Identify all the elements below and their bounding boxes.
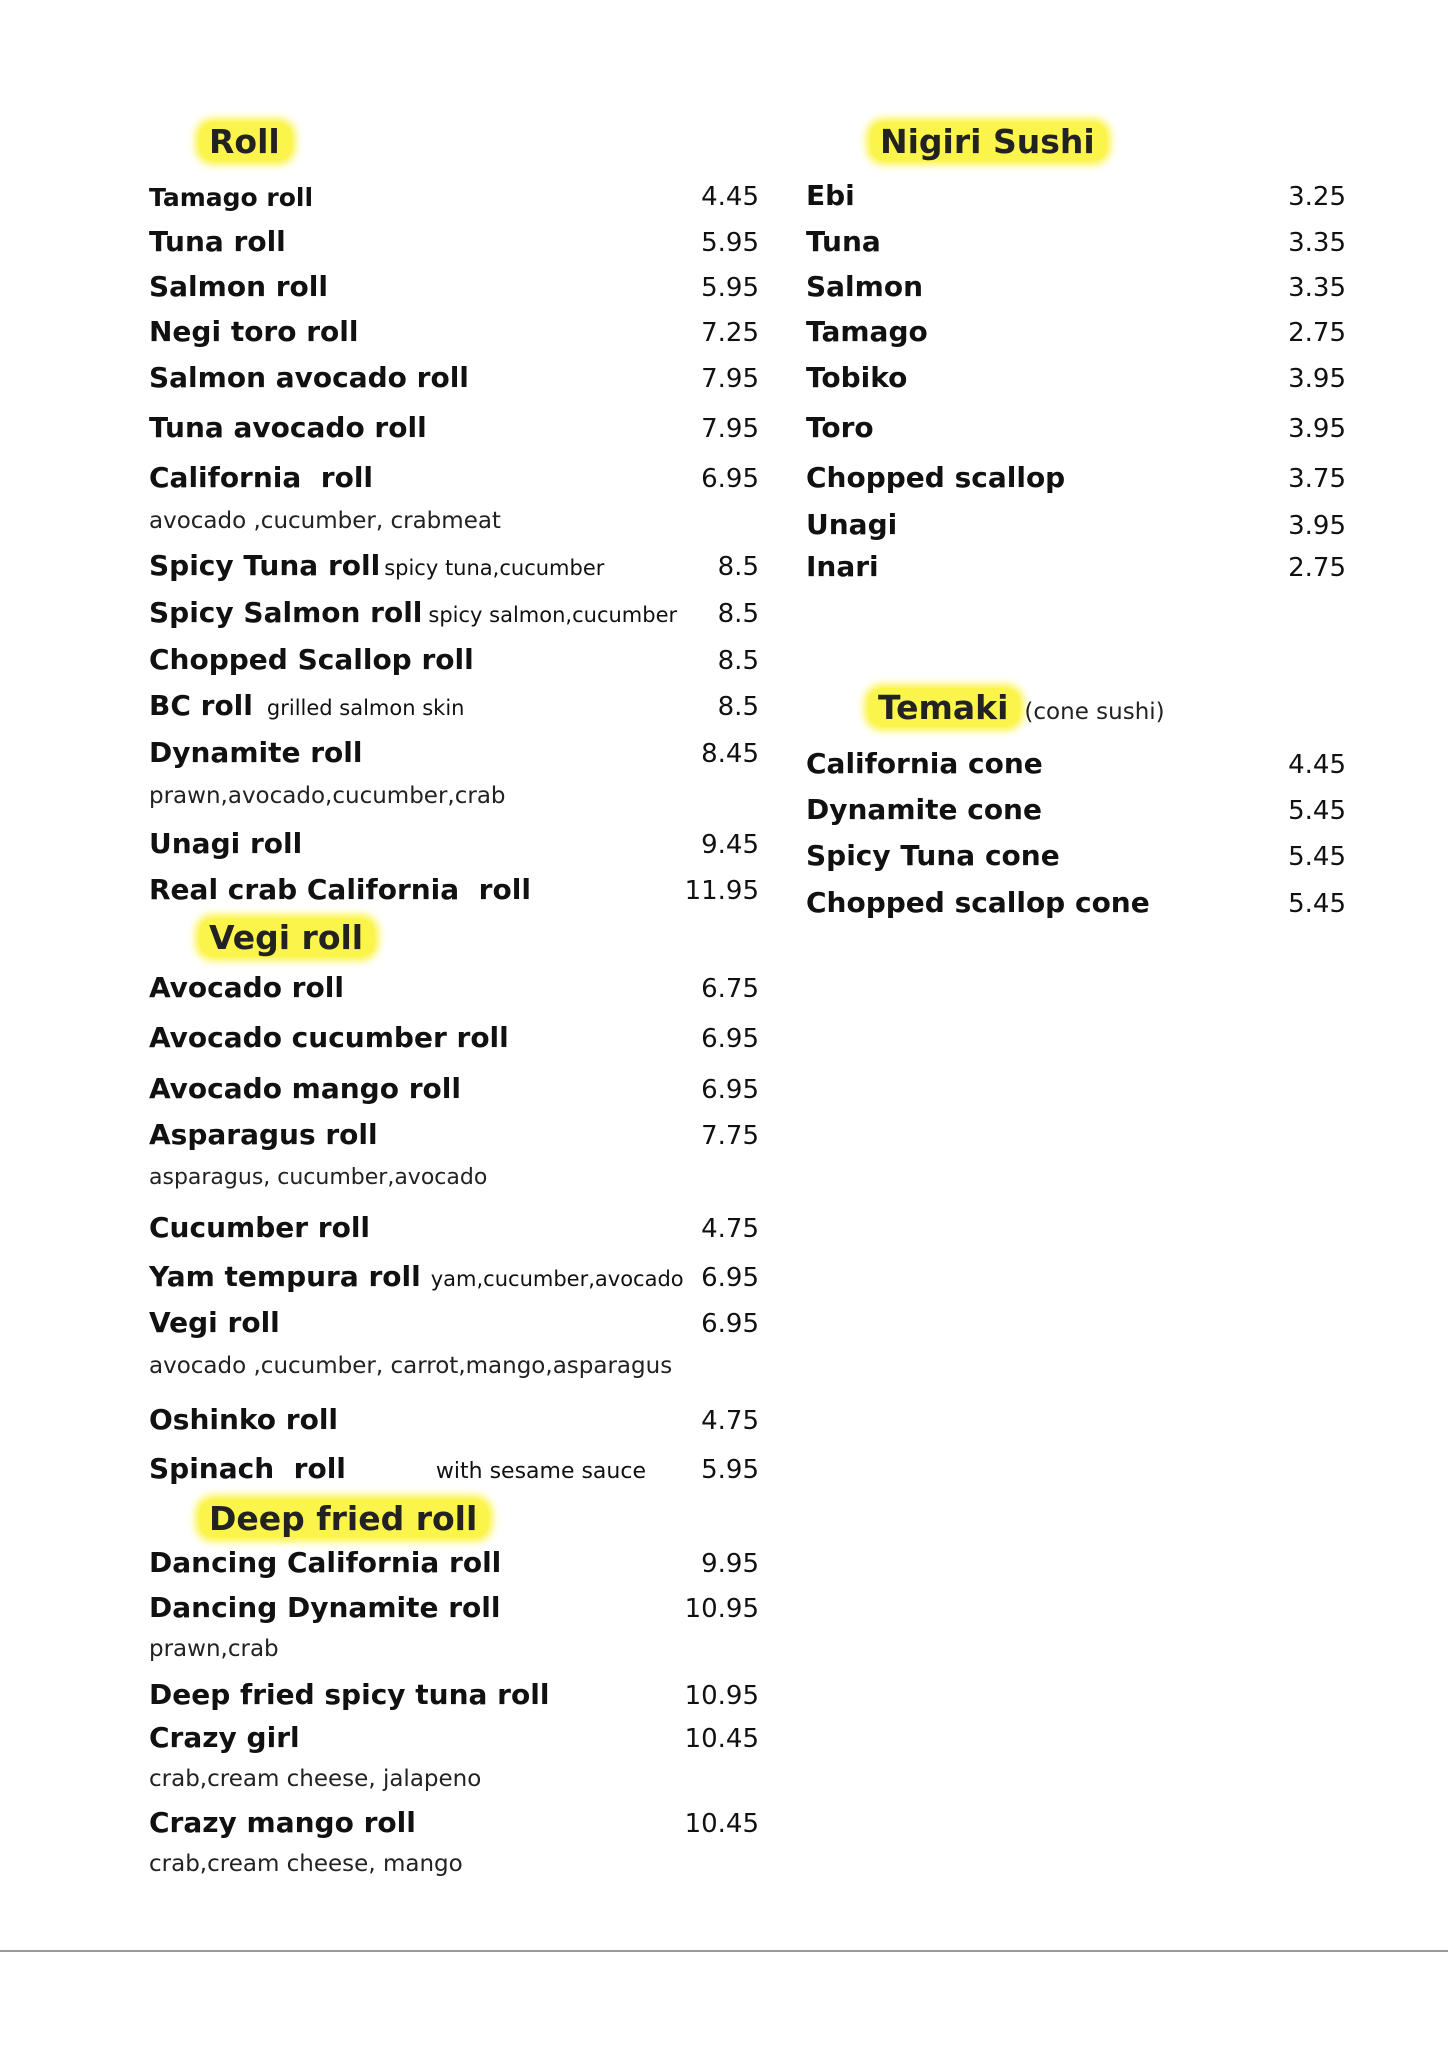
item-price: 3.35 xyxy=(1288,273,1346,303)
item-price: 6.95 xyxy=(701,1024,759,1054)
item-name: Avocado cucumber roll xyxy=(149,1021,509,1054)
menu-item xyxy=(149,733,759,773)
item-name: Yam tempura roll yam,cucumber,avocado xyxy=(149,1260,684,1293)
menu-item xyxy=(149,640,759,680)
item-price: 3.95 xyxy=(1288,414,1346,444)
item-note: yam,cucumber,avocado xyxy=(430,1267,684,1291)
item-price: 6.75 xyxy=(701,974,759,1004)
item-name: Dynamite roll xyxy=(149,736,363,769)
item-name: Avocado roll xyxy=(149,971,344,1004)
item-name: Tamago roll xyxy=(149,183,314,212)
item-price: 6.95 xyxy=(701,1309,759,1339)
item-name: Salmon xyxy=(806,270,924,303)
menu-item xyxy=(806,744,1346,784)
menu-item xyxy=(149,1718,759,1758)
menu-item xyxy=(149,1018,759,1058)
section-subtitle: (cone sushi) xyxy=(1024,699,1165,725)
item-price: 2.75 xyxy=(1288,318,1346,348)
section-title-temaki: Temaki (cone sushi) xyxy=(868,688,1165,727)
menu-item xyxy=(149,222,759,262)
menu-item xyxy=(149,312,759,352)
item-name: Tuna xyxy=(806,225,881,258)
item-price: 8.5 xyxy=(717,692,759,722)
item-price: 5.45 xyxy=(1288,796,1346,826)
item-description: crab,cream cheese, jalapeno xyxy=(149,1766,482,1792)
item-price: 8.5 xyxy=(717,599,759,629)
item-name: Crazy mango roll xyxy=(149,1806,416,1839)
menu-item xyxy=(149,1069,759,1109)
menu-item xyxy=(149,1675,759,1715)
item-name: Ebi xyxy=(806,179,855,212)
item-price: 6.95 xyxy=(701,1075,759,1105)
item-price: 9.95 xyxy=(701,1549,759,1579)
menu-item xyxy=(149,176,759,216)
item-name: Spicy Salmon roll spicy salmon,cucumber xyxy=(149,596,678,629)
item-name: Spinach roll with sesame sauce xyxy=(149,1452,646,1485)
section-title-vegi-roll: Vegi roll xyxy=(199,918,375,957)
menu-item xyxy=(806,267,1346,307)
menu-item xyxy=(149,1303,759,1343)
menu-item xyxy=(806,222,1346,262)
menu-item xyxy=(149,408,759,448)
menu-item xyxy=(806,547,1346,587)
item-price: 10.95 xyxy=(684,1681,759,1711)
item-name: Salmon avocado roll xyxy=(149,361,469,394)
item-name: Asparagus roll xyxy=(149,1118,378,1151)
menu-item xyxy=(806,176,1346,216)
item-price: 10.45 xyxy=(684,1724,759,1754)
item-price: 7.25 xyxy=(701,318,759,348)
item-price: 7.75 xyxy=(701,1121,759,1151)
item-price: 8.5 xyxy=(717,552,759,582)
item-name: Chopped scallop xyxy=(806,461,1066,494)
item-description: crab,cream cheese, mango xyxy=(149,1851,463,1877)
menu-item xyxy=(806,458,1346,498)
section-title-roll: Roll xyxy=(199,122,292,161)
menu-item xyxy=(806,312,1346,352)
item-name: Dancing California roll xyxy=(149,1546,502,1579)
item-price: 3.25 xyxy=(1288,182,1346,212)
menu-item xyxy=(149,546,759,586)
menu-item xyxy=(806,408,1346,448)
menu-item xyxy=(806,790,1346,830)
menu-item xyxy=(806,836,1346,876)
item-name: Chopped scallop cone xyxy=(806,886,1150,919)
item-price: 3.95 xyxy=(1288,364,1346,394)
item-name: Unagi roll xyxy=(149,827,303,860)
item-price: 4.75 xyxy=(701,1406,759,1436)
item-name: Vegi roll xyxy=(149,1306,280,1339)
item-price: 4.45 xyxy=(701,182,759,212)
item-name: Dynamite cone xyxy=(806,793,1042,826)
item-description: avocado ,cucumber, crabmeat xyxy=(149,508,501,534)
menu-item xyxy=(806,883,1346,923)
item-name: Toro xyxy=(806,411,874,444)
item-name: California cone xyxy=(806,747,1043,780)
item-price: 5.45 xyxy=(1288,889,1346,919)
item-price: 10.95 xyxy=(684,1594,759,1624)
item-description: prawn,avocado,cucumber,crab xyxy=(149,783,506,809)
item-note: spicy tuna,cucumber xyxy=(384,556,605,580)
menu-item xyxy=(149,267,759,307)
menu-item xyxy=(149,1588,759,1628)
menu-item xyxy=(149,1803,759,1843)
item-price: 7.95 xyxy=(701,364,759,394)
item-description: prawn,crab xyxy=(149,1636,279,1662)
item-name: Tuna avocado roll xyxy=(149,411,427,444)
item-note: grilled salmon skin xyxy=(266,696,465,720)
item-name: Unagi xyxy=(806,508,898,541)
bottom-divider xyxy=(0,1950,1448,1952)
section-title-deep-fried-roll: Deep fried roll xyxy=(199,1499,489,1538)
item-price: 8.45 xyxy=(701,739,759,769)
item-price: 6.95 xyxy=(701,1263,759,1293)
menu-item xyxy=(149,1543,759,1583)
item-name: Negi toro roll xyxy=(149,315,359,348)
item-name: Chopped Scallop roll xyxy=(149,643,474,676)
item-price: 9.45 xyxy=(701,830,759,860)
item-name: Crazy girl xyxy=(149,1721,300,1754)
item-name: Avocado mango roll xyxy=(149,1072,461,1105)
menu-item xyxy=(149,1449,759,1489)
item-name: California roll xyxy=(149,461,374,494)
menu-item xyxy=(149,1400,759,1440)
item-note: with sesame sauce xyxy=(435,1459,646,1484)
item-name: Deep fried spicy tuna roll xyxy=(149,1678,550,1711)
item-price: 2.75 xyxy=(1288,553,1346,583)
section-title-nigiri-sushi: Nigiri Sushi xyxy=(870,122,1107,161)
item-price: 3.35 xyxy=(1288,228,1346,258)
item-price: 7.95 xyxy=(701,414,759,444)
item-name: Oshinko roll xyxy=(149,1403,339,1436)
item-name: Cucumber roll xyxy=(149,1211,371,1244)
menu-item xyxy=(149,1208,759,1248)
item-price: 11.95 xyxy=(684,876,759,906)
item-name: Salmon roll xyxy=(149,270,328,303)
menu-item xyxy=(149,824,759,864)
item-price: 5.95 xyxy=(701,1455,759,1485)
item-note: spicy salmon,cucumber xyxy=(428,603,678,627)
menu-item xyxy=(149,1257,759,1297)
menu-item xyxy=(149,458,759,498)
item-name: Real crab California roll xyxy=(149,873,531,906)
menu-item xyxy=(149,870,759,910)
menu-item xyxy=(806,505,1346,545)
item-description: asparagus, cucumber,avocado xyxy=(149,1165,488,1190)
item-price: 5.45 xyxy=(1288,842,1346,872)
menu-item xyxy=(149,593,759,633)
menu-item xyxy=(149,1115,759,1155)
item-price: 6.95 xyxy=(701,464,759,494)
menu-item xyxy=(149,968,759,1008)
item-name: Dancing Dynamite roll xyxy=(149,1591,501,1624)
item-price: 10.45 xyxy=(684,1809,759,1839)
item-price: 4.45 xyxy=(1288,750,1346,780)
item-name: Inari xyxy=(806,550,879,583)
item-price: 3.95 xyxy=(1288,511,1346,541)
item-price: 5.95 xyxy=(701,273,759,303)
item-name: Spicy Tuna cone xyxy=(806,839,1060,872)
item-price: 5.95 xyxy=(701,228,759,258)
item-description: avocado ,cucumber, carrot,mango,asparagus xyxy=(149,1353,673,1379)
item-name: BC roll grilled salmon skin xyxy=(149,689,465,722)
item-name: Spicy Tuna roll spicy tuna,cucumber xyxy=(149,549,605,582)
item-name: Tobiko xyxy=(806,361,908,394)
item-name: Tuna roll xyxy=(149,225,286,258)
item-name: Tamago xyxy=(806,315,928,348)
menu-item xyxy=(149,358,759,398)
item-price: 3.75 xyxy=(1288,464,1346,494)
item-price: 8.5 xyxy=(717,646,759,676)
menu-item xyxy=(149,686,759,726)
item-price: 4.75 xyxy=(701,1214,759,1244)
menu-item xyxy=(806,358,1346,398)
